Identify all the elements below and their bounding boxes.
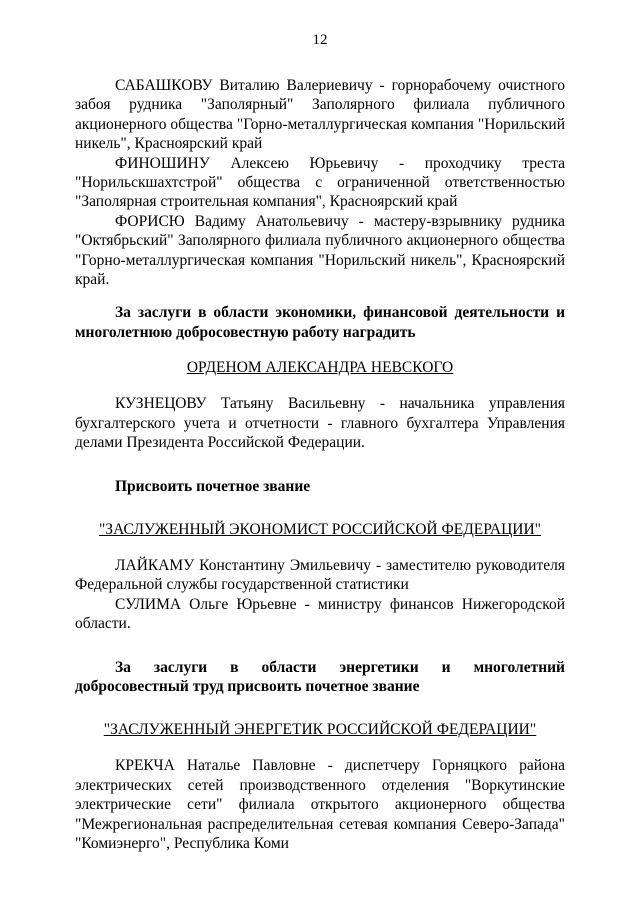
award-entry-kuznetsova: КУЗНЕЦОВУ Татьяну Васильевну - начальника управления бухгалтерского учета и отчетности - главного бухгалтера Управления делами Президента Российской Федерации. bbox=[75, 395, 565, 452]
decree-honorary-title-energetic: За заслуги в области энергетики и многолетний добросовестный труд присвоить почетное звание bbox=[75, 658, 565, 695]
award-title-energetic: "ЗАСЛУЖЕННЫЙ ЭНЕРГЕТИК РОССИЙСКОЙ ФЕДЕРАЦИИ" bbox=[103, 721, 537, 739]
award-entry-finoshin: ФИНОШИНУ Алексею Юрьевичу - проходчику треста "Норильскшахтстрой" общества с ограниченной ответственностью "Заполярная строительная компания", Красноярский край bbox=[75, 154, 565, 211]
award-title-order-nevsky: ОРДЕНОМ АЛЕКСАНДРА НЕВСКОГО bbox=[186, 359, 454, 377]
decree-honorary-title-economist: Присвоить почетное звание bbox=[115, 477, 311, 495]
award-title-economist: "ЗАСЛУЖЕННЫЙ ЭКОНОМИСТ РОССИЙСКОЙ ФЕДЕРАЦИИ" bbox=[98, 520, 541, 538]
page-number: 12 bbox=[312, 32, 328, 48]
document-page bbox=[75, 30, 565, 853]
award-entry-laikam: ЛАЙКАМУ Константину Эмильевичу - заместителю руководителя Федеральной службы государственной статистики bbox=[75, 556, 565, 594]
award-entry-krekcha: КРЕКЧА Наталье Павловне - диспетчеру Горняцкого района электрических сетей производственного отделения "Воркутинские электрические сети" филиала открытого акционерного общества "Межрегиональная распределительная сетевая компания Северо-Запада" "Комиэнерго", Республика Коми bbox=[75, 757, 565, 852]
decree-order-nevsky: За заслуги в области экономики, финансовой деятельности и многолетнюю добросовестную работу наградить bbox=[75, 304, 565, 341]
award-entry-forisyu: ФОРИСЮ Вадиму Анатольевичу - мастеру-взрывнику рудника "Октябрьский" Заполярного филиала публичного акционерного общества "Горно-металлургическая компания "Норильский никель", Красноярский край. bbox=[75, 212, 565, 289]
award-entry-sabashkov: САБАШКОВУ Виталию Валериевичу - горнорабочему очистного забоя рудника "Заполярный" Заполярного филиала публичного акционерного общества "Горно-металлургическая компания "Норильский никель", Красноярский край bbox=[75, 77, 565, 153]
award-entry-sulima: СУЛИМА Ольге Юрьевне - министру финансов Нижегородской области. bbox=[75, 595, 565, 633]
